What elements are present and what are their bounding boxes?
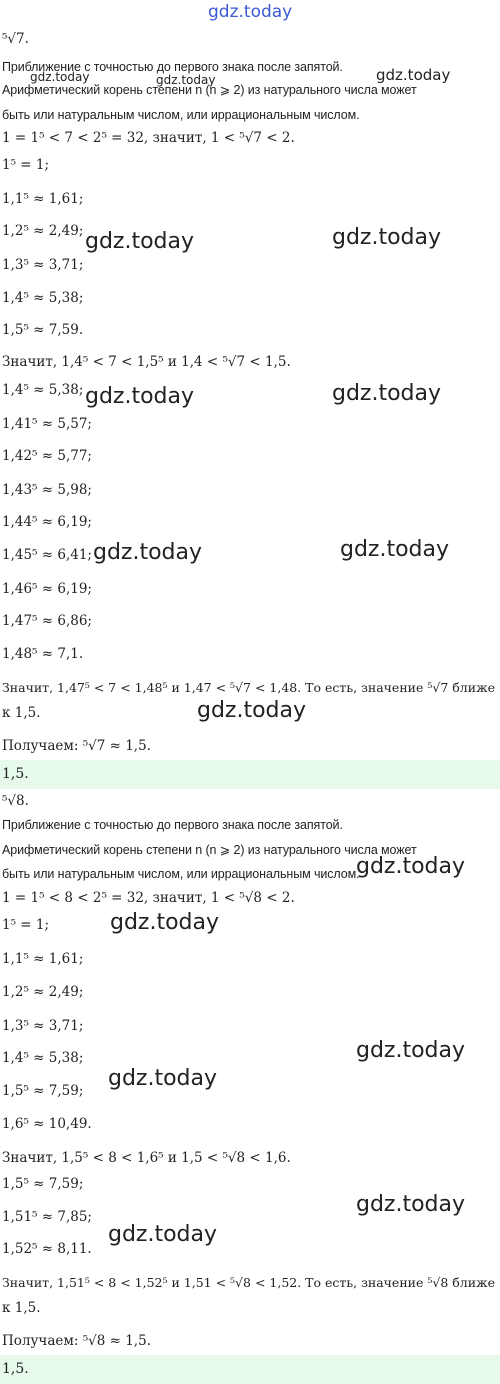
calc-row: 1,45⁵ ≈ 6,41; <box>2 547 92 563</box>
watermark-top: gdz.today <box>208 2 293 22</box>
watermark: gdz.today <box>376 66 451 84</box>
calc-row: 1,46⁵ ≈ 6,19; <box>2 581 92 597</box>
calc-row: 1⁵ = 1; <box>2 157 50 173</box>
calc-row: 1,51⁵ ≈ 7,85; <box>2 1209 92 1225</box>
calc-row: 1,47⁵ ≈ 6,86; <box>2 613 92 629</box>
answer-text: 1,5. <box>2 766 29 782</box>
calc-row: 1,3⁵ ≈ 3,71; <box>2 257 84 273</box>
watermark: gdz.today <box>156 73 216 87</box>
calc-row: 1,4⁵ ≈ 5,38; <box>2 290 84 306</box>
calc-row: 1,1⁵ ≈ 1,61; <box>2 191 84 207</box>
watermark: gdz.today <box>93 540 203 565</box>
calc-row: 1,4⁵ ≈ 5,38; <box>2 1050 84 1066</box>
conclusion-line: Значит, 1,51⁵ < 8 < 1,52⁵ и 1,51 < ⁵√8 < 1,52. То есть, значение ⁵√8 ближе <box>2 1275 495 1290</box>
calc-row: 1,2⁵ ≈ 2,49; <box>2 984 84 1000</box>
answer-box <box>0 760 500 789</box>
calc-row: 1,6⁵ ≈ 10,49. <box>2 1116 92 1132</box>
theory-text: быть или натуральным числом, или иррациональным числом. <box>2 867 360 881</box>
watermark: gdz.today <box>356 1038 466 1063</box>
calc-row: 1,42⁵ ≈ 5,77; <box>2 448 92 464</box>
calc-row: 1,3⁵ ≈ 3,71; <box>2 1018 84 1034</box>
theory-text: Арифметический корень степени n (n ⩾ 2) из натурального числа может <box>2 843 417 857</box>
conclusion-line: к 1,5. <box>2 1300 41 1316</box>
watermark: gdz.today <box>110 910 220 935</box>
calc-row: 1,5⁵ ≈ 7,59. <box>2 322 84 338</box>
conclusion-line: Значит, 1,5⁵ < 8 < 1,6⁵ и 1,5 < ⁵√8 < 1,6. <box>2 1150 291 1166</box>
watermark: gdz.today <box>356 854 466 879</box>
theory-text: Арифметический корень степени n (n ⩾ 2) из натурального числа может <box>2 83 417 97</box>
watermark: gdz.today <box>332 381 442 406</box>
calc-row: 1,48⁵ ≈ 7,1. <box>2 646 84 662</box>
conclusion-line: к 1,5. <box>2 705 41 721</box>
conclusion-line: Значит, 1,47⁵ < 7 < 1,48⁵ и 1,47 < ⁵√7 < 1,48. То есть, значение ⁵√7 ближе <box>2 680 495 695</box>
estimate-line: 1 = 1⁵ < 8 < 2⁵ = 32, значит, 1 < ⁵√8 < 2. <box>2 890 295 906</box>
watermark: gdz.today <box>108 1222 218 1247</box>
section-heading: ⁵√8. <box>2 793 29 809</box>
calc-row: 1,44⁵ ≈ 6,19; <box>2 514 92 530</box>
watermark: gdz.today <box>108 1066 218 1091</box>
watermark: gdz.today <box>197 698 307 723</box>
calc-row: 1,43⁵ ≈ 5,98; <box>2 482 92 498</box>
estimate-line: 1 = 1⁵ < 7 < 2⁵ = 32, значит, 1 < ⁵√7 < 2. <box>2 130 295 146</box>
calc-row: 1,5⁵ ≈ 7,59; <box>2 1083 84 1099</box>
watermark: gdz.today <box>85 384 195 409</box>
calc-row: 1⁵ = 1; <box>2 917 50 933</box>
result-line: Получаем: ⁵√8 ≈ 1,5. <box>2 1333 151 1349</box>
result-line: Получаем: ⁵√7 ≈ 1,5. <box>2 738 151 754</box>
watermark: gdz.today <box>332 225 442 250</box>
watermark: gdz.today <box>340 537 450 562</box>
calc-row: 1,5⁵ ≈ 7,59; <box>2 1176 84 1192</box>
calc-row: 1,4⁵ ≈ 5,38; <box>2 382 84 398</box>
task-text: Приближение с точностью до первого знака после запятой. <box>2 818 343 832</box>
task-text: Приближение с точностью до первого знака после запятой. <box>2 60 343 74</box>
watermark: gdz.today <box>85 229 195 254</box>
calc-row: 1,2⁵ ≈ 2,49; <box>2 223 84 239</box>
section-heading: ⁵√7. <box>2 31 29 47</box>
watermark: gdz.today <box>356 1192 466 1217</box>
watermark: gdz.today <box>30 70 90 84</box>
answer-text: 1,5. <box>2 1361 29 1377</box>
calc-row: 1,52⁵ ≈ 8,11. <box>2 1241 92 1257</box>
answer-box <box>0 1355 500 1384</box>
calc-row: 1,41⁵ ≈ 5,57; <box>2 416 92 432</box>
theory-text: быть или натуральным числом, или иррациональным числом. <box>2 108 360 122</box>
conclusion-line: Значит, 1,4⁵ < 7 < 1,5⁵ и 1,4 < ⁵√7 < 1,5. <box>2 354 291 370</box>
calc-row: 1,1⁵ ≈ 1,61; <box>2 951 84 967</box>
